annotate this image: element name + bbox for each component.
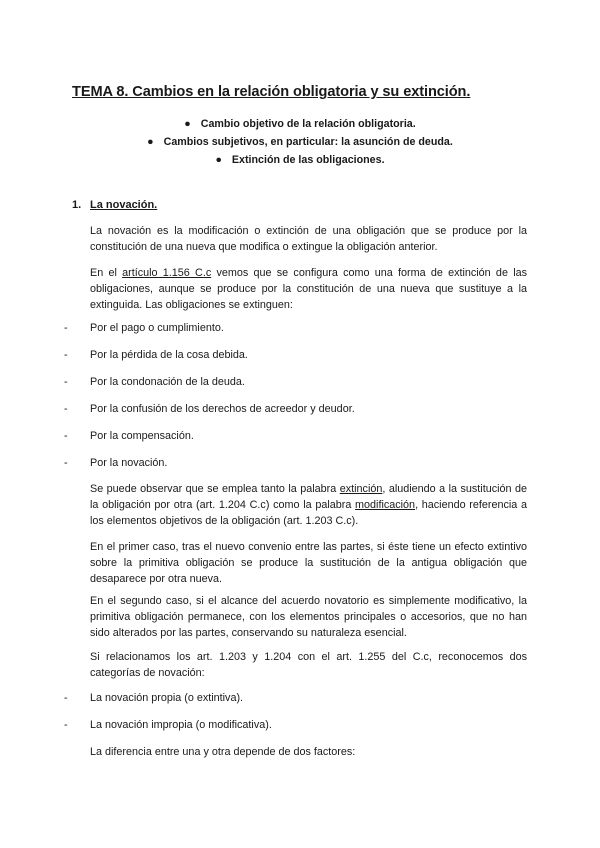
bullet-dot-icon: ● bbox=[184, 118, 191, 130]
page-title: TEMA 8. Cambios en la relación obligatoria y su extinción. bbox=[72, 84, 471, 100]
list-item: - Por la compensación. bbox=[64, 430, 194, 442]
topic-bullet: ● Cambios subjetivos, en particular: la asunción de deuda. bbox=[147, 136, 453, 148]
section-heading bbox=[72, 199, 157, 211]
paragraph: Se puede observar que se emplea tanto la palabra extinción, aludiendo a la sustitución de la obligación por otra (art. 1.204 C.c) como la palabra modificación, haciendo referencia a los elementos objetivos de la obligación (art. 1.203 C.c). bbox=[90, 483, 527, 527]
topic-bullet: ● Extinción de las obligaciones. bbox=[215, 154, 385, 166]
list-item: - La novación impropia (o modificativa). bbox=[64, 719, 272, 731]
paragraph: En el artículo 1.156 C.c vemos que se configura como una forma de extinción de las obligaciones, aunque se produce por la constitución de una nueva que sustituye a la extinguida. Las obligaciones se extinguen: bbox=[90, 267, 527, 311]
term-modificacion: modificación bbox=[355, 499, 416, 511]
paragraph: Si relacionamos los art. 1.203 y 1.204 con el art. 1.255 del C.c, reconocemos dos categorías de novación: bbox=[90, 651, 527, 679]
list-item: - Por el pago o cumplimiento. bbox=[64, 322, 224, 334]
list-item: - Por la pérdida de la cosa debida. bbox=[64, 349, 248, 361]
section-number: 1. bbox=[72, 199, 82, 211]
topic-bullet: ● Cambio objetivo de la relación obligatoria. bbox=[184, 118, 416, 130]
topic-bullet-list bbox=[0, 115, 600, 169]
bullet-dot-icon: ● bbox=[147, 136, 154, 148]
paragraph: La novación es la modificación o extinción de una obligación que se produce por la constitución de una nueva que modifica o extingue la obligación anterior. bbox=[90, 225, 527, 253]
list-item: - Por la confusión de los derechos de acreedor y deudor. bbox=[64, 403, 355, 415]
paragraph: En el segundo caso, si el alcance del acuerdo novatorio es simplemente modificativo, la primitiva obligación permanece, con los elementos principales o accesorios, que no han sido alterados por las partes, conservando su naturaleza esencial. bbox=[90, 595, 527, 639]
article-link[interactable]: artículo 1.156 C.c bbox=[122, 267, 212, 279]
list-item: - Por la novación. bbox=[64, 457, 168, 469]
list-item: - Por la condonación de la deuda. bbox=[64, 376, 245, 388]
paragraph: En el primer caso, tras el nuevo convenio entre las partes, si éste tiene un efecto extintivo sobre la primitiva obligación se produce la sustitución de la antigua obligación que desaparece por otra nueva. bbox=[90, 541, 527, 585]
list-item: - La novación propia (o extintiva). bbox=[64, 692, 244, 704]
term-extincion: extinción bbox=[339, 483, 383, 495]
paragraph: La diferencia entre una y otra depende de dos factores: bbox=[90, 746, 356, 758]
section-label: La novación. bbox=[90, 199, 158, 211]
bullet-dot-icon: ● bbox=[215, 154, 222, 166]
